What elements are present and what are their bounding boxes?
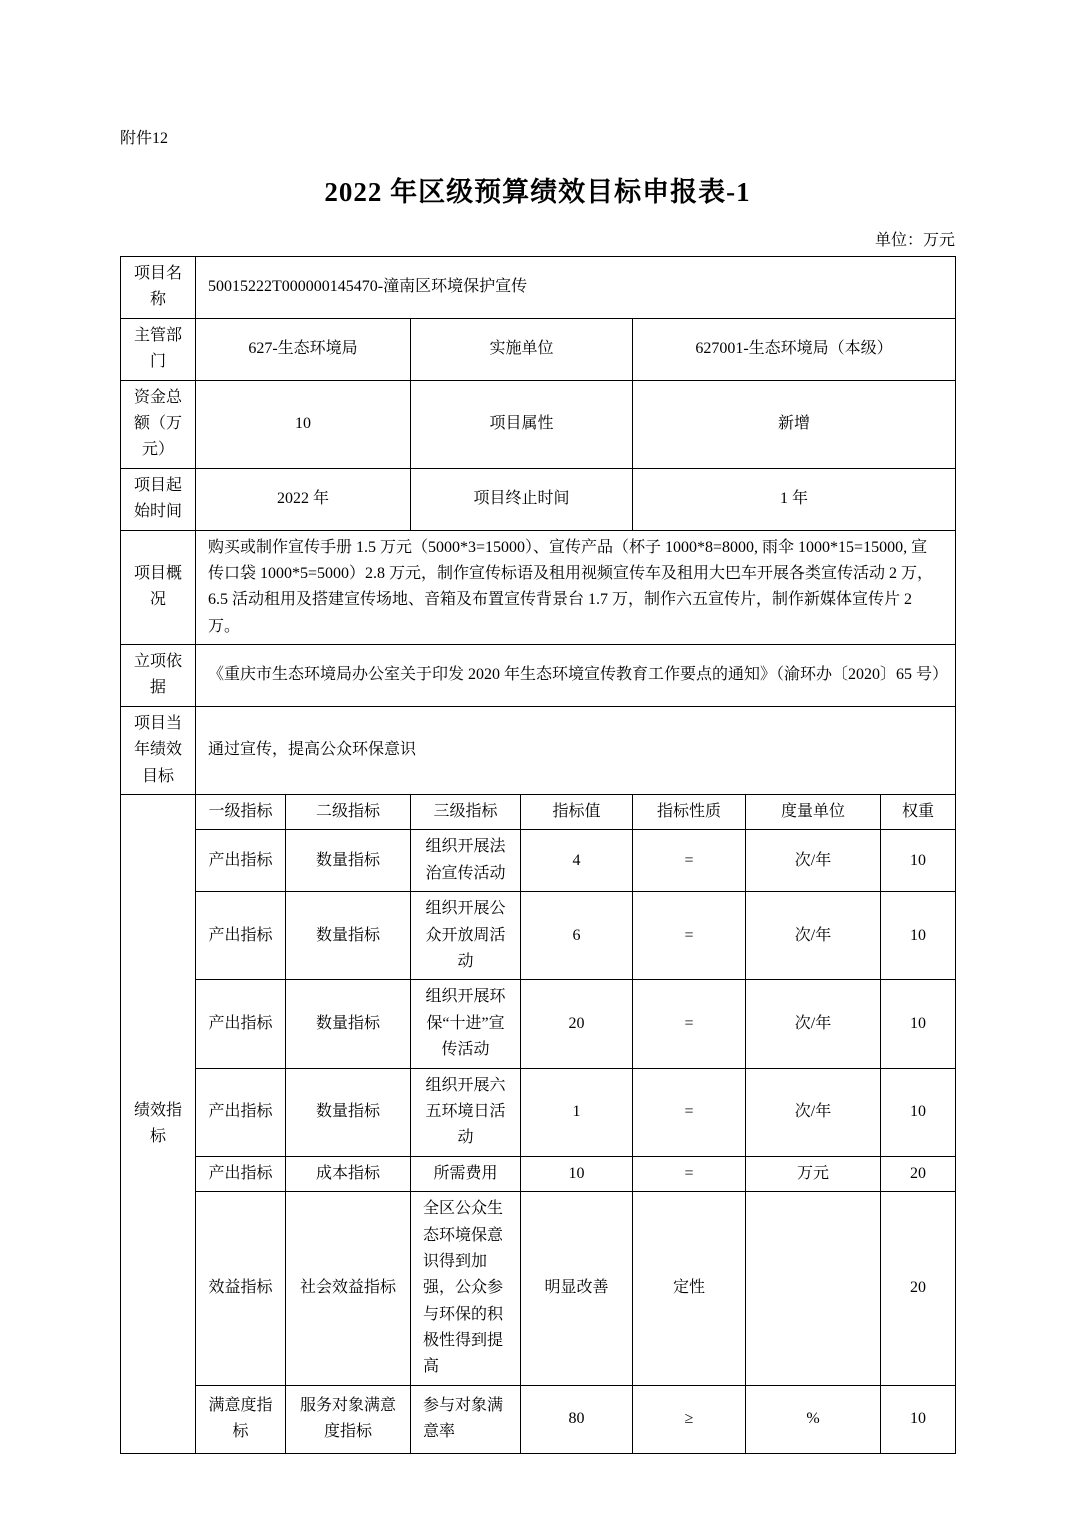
indicator-level1: 产出指标 bbox=[196, 1068, 286, 1156]
basis-label: 立项依据 bbox=[121, 645, 196, 707]
indicator-value: 明显改善 bbox=[521, 1192, 633, 1386]
impl-unit-label: 实施单位 bbox=[411, 318, 633, 380]
start-label: 项目起始时间 bbox=[121, 468, 196, 530]
indicator-value: 6 bbox=[521, 892, 633, 980]
indicator-nature: 定性 bbox=[633, 1192, 746, 1386]
indicator-weight: 10 bbox=[881, 1068, 956, 1156]
indicator-nature: = bbox=[633, 1156, 746, 1191]
header-weight: 权重 bbox=[881, 795, 956, 830]
header-nature: 指标性质 bbox=[633, 795, 746, 830]
indicator-level3: 参与对象满意率 bbox=[411, 1385, 521, 1453]
indicator-row bbox=[121, 1068, 956, 1156]
indicator-level1: 效益指标 bbox=[196, 1192, 286, 1386]
row-annual-goal bbox=[121, 706, 956, 794]
indicator-level2: 数量指标 bbox=[286, 1068, 411, 1156]
indicator-level2: 社会效益指标 bbox=[286, 1192, 411, 1386]
header-unit: 度量单位 bbox=[746, 795, 881, 830]
budget-form-table bbox=[120, 256, 956, 1454]
indicator-weight: 10 bbox=[881, 892, 956, 980]
indicator-row bbox=[121, 830, 956, 892]
total-fund-label: 资金总额（万元） bbox=[121, 380, 196, 468]
indicator-row bbox=[121, 1385, 956, 1453]
indicator-value: 20 bbox=[521, 980, 633, 1068]
indicator-weight: 10 bbox=[881, 1385, 956, 1453]
indicator-level2: 数量指标 bbox=[286, 892, 411, 980]
unit-note: 单位：万元 bbox=[874, 232, 955, 249]
indicator-nature: ≥ bbox=[633, 1385, 746, 1453]
annual-goal-value: 通过宣传，提高公众环保意识 bbox=[196, 706, 956, 794]
indicator-unit bbox=[746, 1192, 881, 1386]
indicator-nature: = bbox=[633, 1068, 746, 1156]
indicator-unit: 次/年 bbox=[746, 892, 881, 980]
overview-label: 项目概况 bbox=[121, 530, 196, 645]
end-label: 项目终止时间 bbox=[411, 468, 633, 530]
indicator-level3: 全区公众生态环境保意识得到加强，公众参与环保的积极性得到提高 bbox=[411, 1192, 521, 1386]
indicator-level3: 组织开展环保“十进”宣传活动 bbox=[411, 980, 521, 1068]
indicators-section-label: 绩效指标 bbox=[121, 795, 196, 1454]
attachment-label: 附件12 bbox=[120, 130, 169, 147]
indicator-level3: 组织开展六五环境日活动 bbox=[411, 1068, 521, 1156]
indicator-nature: = bbox=[633, 980, 746, 1068]
indicator-level1: 产出指标 bbox=[196, 1156, 286, 1191]
header-value: 指标值 bbox=[521, 795, 633, 830]
indicator-unit: 万元 bbox=[746, 1156, 881, 1191]
indicator-row bbox=[121, 1192, 956, 1386]
row-basis bbox=[121, 645, 956, 707]
indicator-weight: 20 bbox=[881, 1156, 956, 1191]
indicator-row bbox=[121, 1156, 956, 1191]
impl-unit-value: 627001-生态环境局（本级） bbox=[633, 318, 956, 380]
indicator-nature: = bbox=[633, 830, 746, 892]
indicator-value: 10 bbox=[521, 1156, 633, 1191]
project-name-label: 项目名称 bbox=[121, 257, 196, 319]
indicator-level3: 组织开展法治宣传活动 bbox=[411, 830, 521, 892]
total-fund-value: 10 bbox=[196, 380, 411, 468]
indicator-row bbox=[121, 980, 956, 1068]
row-department bbox=[121, 318, 956, 380]
indicator-level3: 所需费用 bbox=[411, 1156, 521, 1191]
header-level3: 三级指标 bbox=[411, 795, 521, 830]
indicator-level1: 产出指标 bbox=[196, 980, 286, 1068]
indicator-level1: 满意度指标 bbox=[196, 1385, 286, 1453]
dept-label: 主管部门 bbox=[121, 318, 196, 380]
indicators-header-row bbox=[121, 795, 956, 830]
indicator-level1: 产出指标 bbox=[196, 830, 286, 892]
indicator-level1: 产出指标 bbox=[196, 892, 286, 980]
indicator-level2: 成本指标 bbox=[286, 1156, 411, 1191]
indicator-level2: 数量指标 bbox=[286, 830, 411, 892]
row-project-dates bbox=[121, 468, 956, 530]
dept-value: 627-生态环境局 bbox=[196, 318, 411, 380]
header-level2: 二级指标 bbox=[286, 795, 411, 830]
basis-value: 《重庆市生态环境局办公室关于印发 2020 年生态环境宣传教育工作要点的通知》（渝环办〔2020〕65 号） bbox=[196, 645, 956, 707]
end-value: 1 年 bbox=[633, 468, 956, 530]
row-total-fund bbox=[121, 380, 956, 468]
indicator-weight: 10 bbox=[881, 980, 956, 1068]
start-value: 2022 年 bbox=[196, 468, 411, 530]
indicator-weight: 10 bbox=[881, 830, 956, 892]
indicator-row bbox=[121, 892, 956, 980]
indicator-unit: % bbox=[746, 1385, 881, 1453]
overview-value: 购买或制作宣传手册 1.5 万元（5000*3=15000）、宣传产品（杯子 1000*8=8000, 雨伞 1000*15=15000, 宣传口袋 1000*5=5000）2.8 万元，制作宣传标语及租用视频宣传车及租用大巴车开展各类宣传活动 2 万，6.5 活动租用及搭建宣传场地、音箱及布置宣传背景台 1.7 万，制作六五宣传片，制作新媒体宣传片 2 万。 bbox=[196, 530, 956, 645]
indicator-level2: 服务对象满意度指标 bbox=[286, 1385, 411, 1453]
row-project-name bbox=[121, 257, 956, 319]
indicator-value: 1 bbox=[521, 1068, 633, 1156]
page-title: 2022 年区级预算绩效目标申报表-1 bbox=[324, 177, 751, 207]
indicator-unit: 次/年 bbox=[746, 830, 881, 892]
indicator-nature: = bbox=[633, 892, 746, 980]
project-name-value: 50015222T000000145470-潼南区环境保护宣传 bbox=[196, 257, 956, 319]
indicator-unit: 次/年 bbox=[746, 1068, 881, 1156]
attribute-label: 项目属性 bbox=[411, 380, 633, 468]
header-level1: 一级指标 bbox=[196, 795, 286, 830]
indicator-level3: 组织开展公众开放周活动 bbox=[411, 892, 521, 980]
indicator-level2: 数量指标 bbox=[286, 980, 411, 1068]
indicator-unit: 次/年 bbox=[746, 980, 881, 1068]
attribute-value: 新增 bbox=[633, 380, 956, 468]
annual-goal-label: 项目当年绩效目标 bbox=[121, 706, 196, 794]
indicator-value: 80 bbox=[521, 1385, 633, 1453]
row-overview bbox=[121, 530, 956, 645]
indicator-value: 4 bbox=[521, 830, 633, 892]
indicator-weight: 20 bbox=[881, 1192, 956, 1386]
